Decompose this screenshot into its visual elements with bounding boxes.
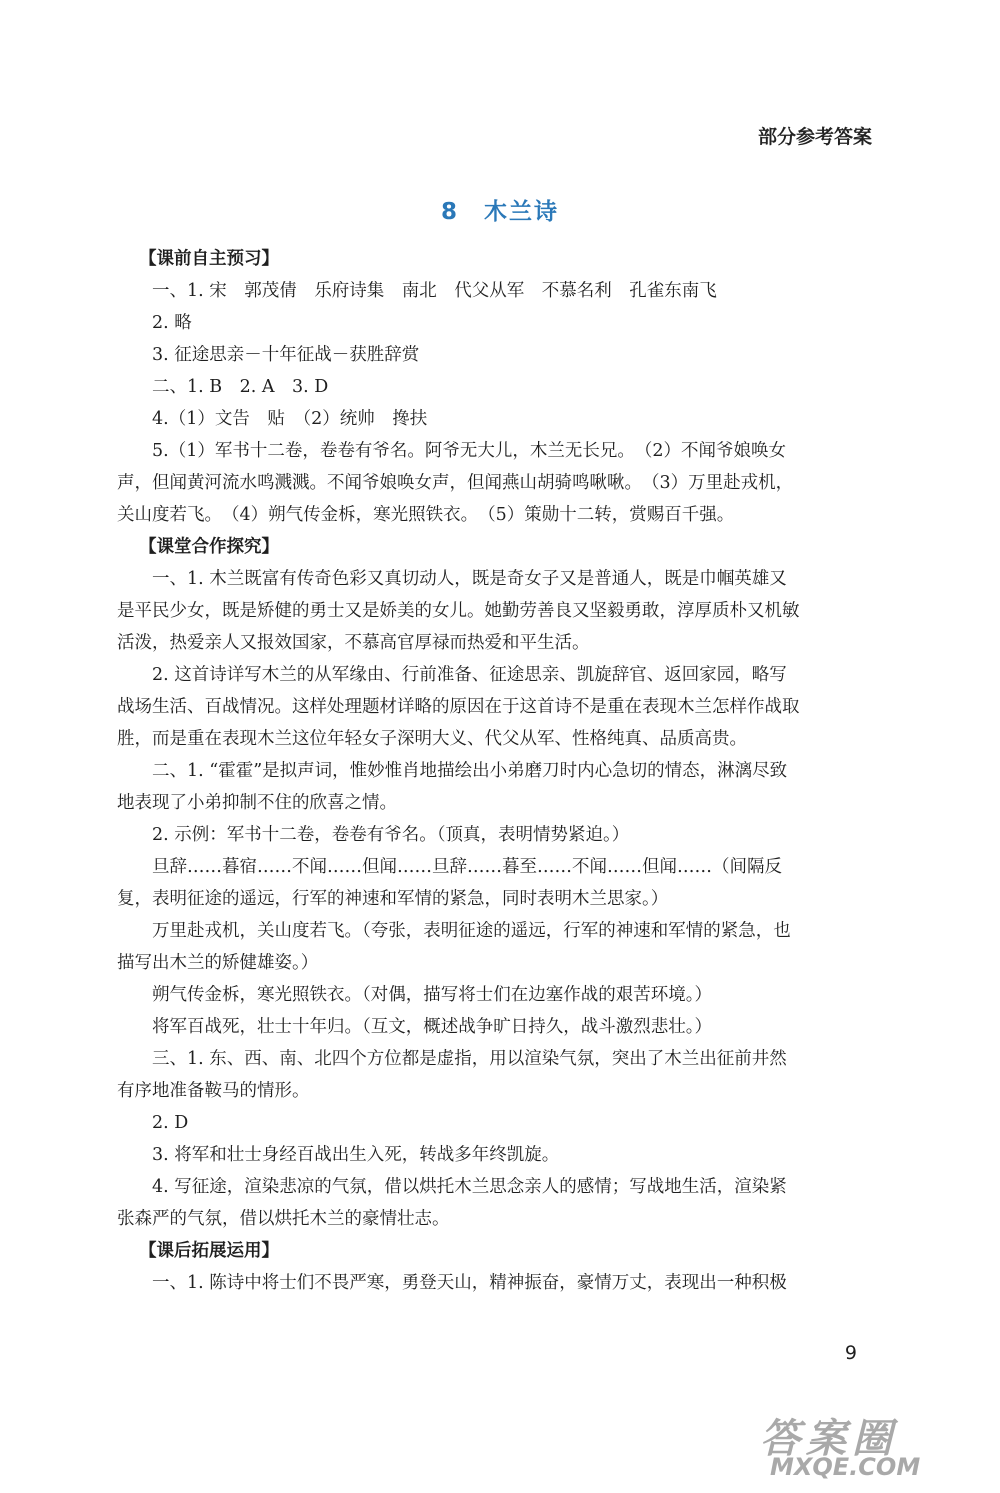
- answer-line: 有序地准备鞍马的情形。: [117, 1081, 310, 1101]
- section-heading-extension: 【课后拓展运用】: [139, 1241, 279, 1261]
- page-number: 9: [844, 1342, 857, 1364]
- watermark-url: MXQE.COM: [770, 1453, 921, 1481]
- watermark-logo: [752, 1407, 982, 1485]
- answer-line: 5.（1）军书十二卷，卷卷有爷名。阿爷无大儿，木兰无长兄。 （2）不闻爷娘唤女: [152, 441, 786, 461]
- answer-line: 地表现了小弟抑制不住的欣喜之情。: [117, 793, 397, 813]
- answer-line: 活泼，热爱亲人又报效国家，不慕高官厚禄而热爱和平生活。: [117, 633, 590, 653]
- answer-line: 2. 略: [152, 313, 192, 333]
- answer-line: 胜，而是重在表现木兰这位年轻女子深明大义、代父从军、性格纯真、品质高贵。: [117, 729, 747, 749]
- answer-line: 二、1. “霍霍”是拟声词，惟妙惟肖地描绘出小弟磨刀时内心急切的情态，淋漓尽致: [152, 761, 788, 781]
- answer-line: 3. 将军和壮士身经百战出生入死，转战多年终凯旋。: [152, 1145, 560, 1165]
- answer-line: 2. D: [152, 1113, 189, 1133]
- answer-line: 旦辞……暮宿……不闻……但闻……旦辞……暮至……不闻……但闻……（间隔反: [152, 857, 782, 877]
- section-heading-classroom: 【课堂合作探究】: [139, 537, 279, 557]
- answer-line: 将军百战死，壮士十年归。（互文，概述战争旷日持久，战斗激烈悲壮。）: [152, 1017, 712, 1037]
- answer-line: 二、1. B 2. A 3. D: [152, 377, 329, 397]
- answer-line: 声，但闻黄河流水鸣溅溅。不闻爷娘唤女声，但闻燕山胡骑鸣啾啾。 （3）万里赴戎机，: [117, 473, 794, 493]
- answer-line: 2. 这首诗详写木兰的从军缘由、行前准备、征途思亲、凯旋辞官、返回家园，略写: [152, 665, 787, 685]
- answer-line: 战场生活、百战情况。这样处理题材详略的原因在于这首诗不是重在表现木兰怎样作战取: [117, 697, 800, 717]
- section-heading-preview: 【课前自主预习】: [139, 249, 279, 269]
- answer-line: 3. 征途思亲－十年征战－获胜辞赏: [152, 345, 420, 365]
- answer-line: 一、1. 宋 郭茂倩 乐府诗集 南北 代父从军 不慕名利 孔雀东南飞: [152, 281, 717, 301]
- answer-line: 张森严的气氛，借以烘托木兰的豪情壮志。: [117, 1209, 450, 1229]
- answer-line: 4. 写征途，渲染悲凉的气氛，借以烘托木兰思念亲人的感情；写战地生活，渲染紧: [152, 1177, 787, 1197]
- answer-content: [117, 243, 877, 1299]
- answer-line: 三、1. 东、西、南、北四个方位都是虚指，用以渲染气氛，突出了木兰出征前井然: [152, 1049, 787, 1069]
- answer-line: 2. 示例：军书十二卷，卷卷有爷名。（顶真，表明情势紧迫。）: [152, 825, 630, 845]
- answer-line: 万里赴戎机，关山度若飞。（夸张，表明征途的遥远，行军的神速和军情的紧急，也: [152, 921, 791, 941]
- answer-line: 复，表明征途的遥远，行军的神速和军情的紧急，同时表明木兰思家。）: [117, 889, 669, 909]
- chapter-title: 8 木兰诗: [440, 199, 559, 225]
- answer-line: 一、1. 木兰既富有传奇色彩又真切动人，既是奇女子又是普通人，既是巾帼英雄又: [152, 569, 787, 589]
- section-label: 部分参考答案: [757, 126, 872, 148]
- answer-line: 是平民少女，既是矫健的勇士又是娇美的女儿。她勤劳善良又坚毅勇敢，淳厚质朴又机敏: [117, 601, 800, 621]
- answer-line: 一、1. 陈诗中将士们不畏严寒，勇登天山，精神振奋，豪情万丈，表现出一种积极: [152, 1273, 787, 1293]
- answer-line: 描写出木兰的矫健雄姿。）: [117, 953, 319, 973]
- answer-line: 朔气传金柝，寒光照铁衣。（对偶，描写将士们在边塞作战的艰苦环境。）: [152, 985, 712, 1005]
- watermark-text: 答案圈: [760, 1416, 898, 1462]
- answer-line: 关山度若飞。 （4）朔气传金柝，寒光照铁衣。 （5）策勋十二转，赏赐百千强。: [117, 505, 735, 525]
- answer-line: 4.（1）文告 贴 （2）统帅 搀扶: [152, 409, 428, 429]
